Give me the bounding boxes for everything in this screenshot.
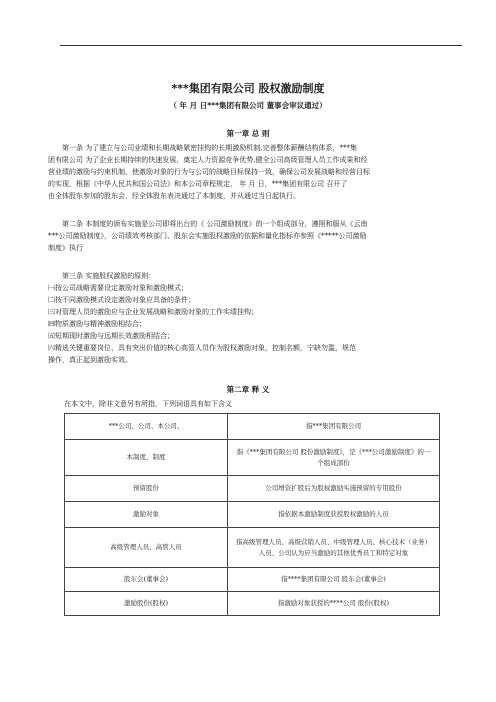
definition-term: 预留股份 xyxy=(65,476,228,502)
document-title: ***集团有限公司 股权激励制度 xyxy=(171,82,325,95)
article-2-line: 第二条 本制度的颁布实施是公司即将出台的《 公司激励制度》的一个组成部分，遵照和服从《云南 xyxy=(62,220,368,228)
chapter-1-heading: 第一章 总 则 xyxy=(226,129,270,138)
article-1-line: 营业绩的激励与约束机制，使激励对象的行为与公司的战略目标保持一致，确保公司发展战略和经营目标 xyxy=(48,168,370,176)
article-3-item: ㈡按不同激励模式设定激励对象应具备的条件； xyxy=(48,296,195,304)
definition-term: 激励对象 xyxy=(65,502,228,528)
article-2-line: 制度》执行 xyxy=(48,244,83,252)
table-row xyxy=(65,502,440,528)
article-1-line: 团有限公司 为了企业长期持续的快速发展，奠定人力资源竞争优势,健全公司高级管理人员工作成果和经 xyxy=(48,156,368,164)
definition-term: ***公司、公司、本公司、 xyxy=(65,414,228,440)
definitions-table xyxy=(64,413,440,616)
definitions-intro: 在本文中，除非文意另有所指，下列词语具有如下含义 xyxy=(64,400,232,408)
article-3-item: ㈥精选关键重要岗位、具有突出价值的核心高管人员作为股权激励对象，控制名额，宁缺勿滥，规范 xyxy=(48,344,356,352)
article-3-item: ㈢对管理人员的激励应与企业发展战略和激励对象的工作实绩挂钩； xyxy=(48,308,258,316)
definition-term: 高级管理人员、高管人员 xyxy=(65,528,228,568)
article-3-item: ㈠按公司战略需要设定激励对象和激励模式； xyxy=(48,284,188,292)
definition-meaning: 指****集团有限公司 股东会(董事会) xyxy=(228,568,440,592)
definition-meaning: 指依据本激励制度获授股权激励的人员 xyxy=(228,502,440,528)
definition-meaning: 指激励对象获授的****公司 股份(股权) xyxy=(228,592,440,616)
table-row xyxy=(65,568,440,592)
definition-meaning: 指高级管理人员、高级营销人员、中级管理人员、核心技术（业务）人员、公司认为应当激励的其他优秀员工和特定对象 xyxy=(228,528,440,568)
table-row xyxy=(65,528,440,568)
definition-term: 激励股份(股权) xyxy=(65,592,228,616)
definition-term: 股东会(董事会) xyxy=(65,568,228,592)
article-3-item: ㈤短期现时激励与远期长效激励相结合； xyxy=(48,332,174,340)
document-subtitle: （ 年 月 日***集团有限公司 董事会审议通过） xyxy=(169,101,327,110)
article-3-item: 操作，真正起到激励实效。 xyxy=(48,356,132,364)
definition-meaning: 指《***集团有限公司 股份激励制度》，是《***公司激励制度》的一个组成部份 xyxy=(228,440,440,476)
definition-meaning: 公司增资扩股后为股权激励实施预留的专用股份 xyxy=(228,476,440,502)
article-3-heading: 第三条 实施股权激励的原则： xyxy=(62,272,156,280)
table-row xyxy=(65,592,440,616)
definition-term: 本制度、制度 xyxy=(65,440,228,476)
table-row xyxy=(65,440,440,476)
article-1-line: 的实现，根据《中华人民共和国公司法》和本公司章程规定， 年 月 日，***集团有限公司 召开了 xyxy=(48,180,348,188)
article-3-item: ㈣物质激励与精神激励相结合； xyxy=(48,320,146,328)
header-rule xyxy=(60,45,462,46)
article-1-line: 第一条 为了建立与公司业绩和长期战略紧密挂钩的长期激励机制,完善整体薪酬结构体系，***集 xyxy=(62,144,357,152)
article-2-line: ***公司激励制度》，公司绩效考核部门、股东会实施股权激励的依据和量化指标亦参照《*****公司激励 xyxy=(48,232,367,240)
definition-meaning: 指***集团有限公司 xyxy=(228,414,440,440)
table-row xyxy=(65,476,440,502)
article-1-line: 由全体股东参加的股东会，经全体股东表决通过了本制度，并从通过当日起执行。 xyxy=(48,192,300,200)
table-row xyxy=(65,414,440,440)
chapter-2-heading: 第二章 释 义 xyxy=(226,385,270,394)
